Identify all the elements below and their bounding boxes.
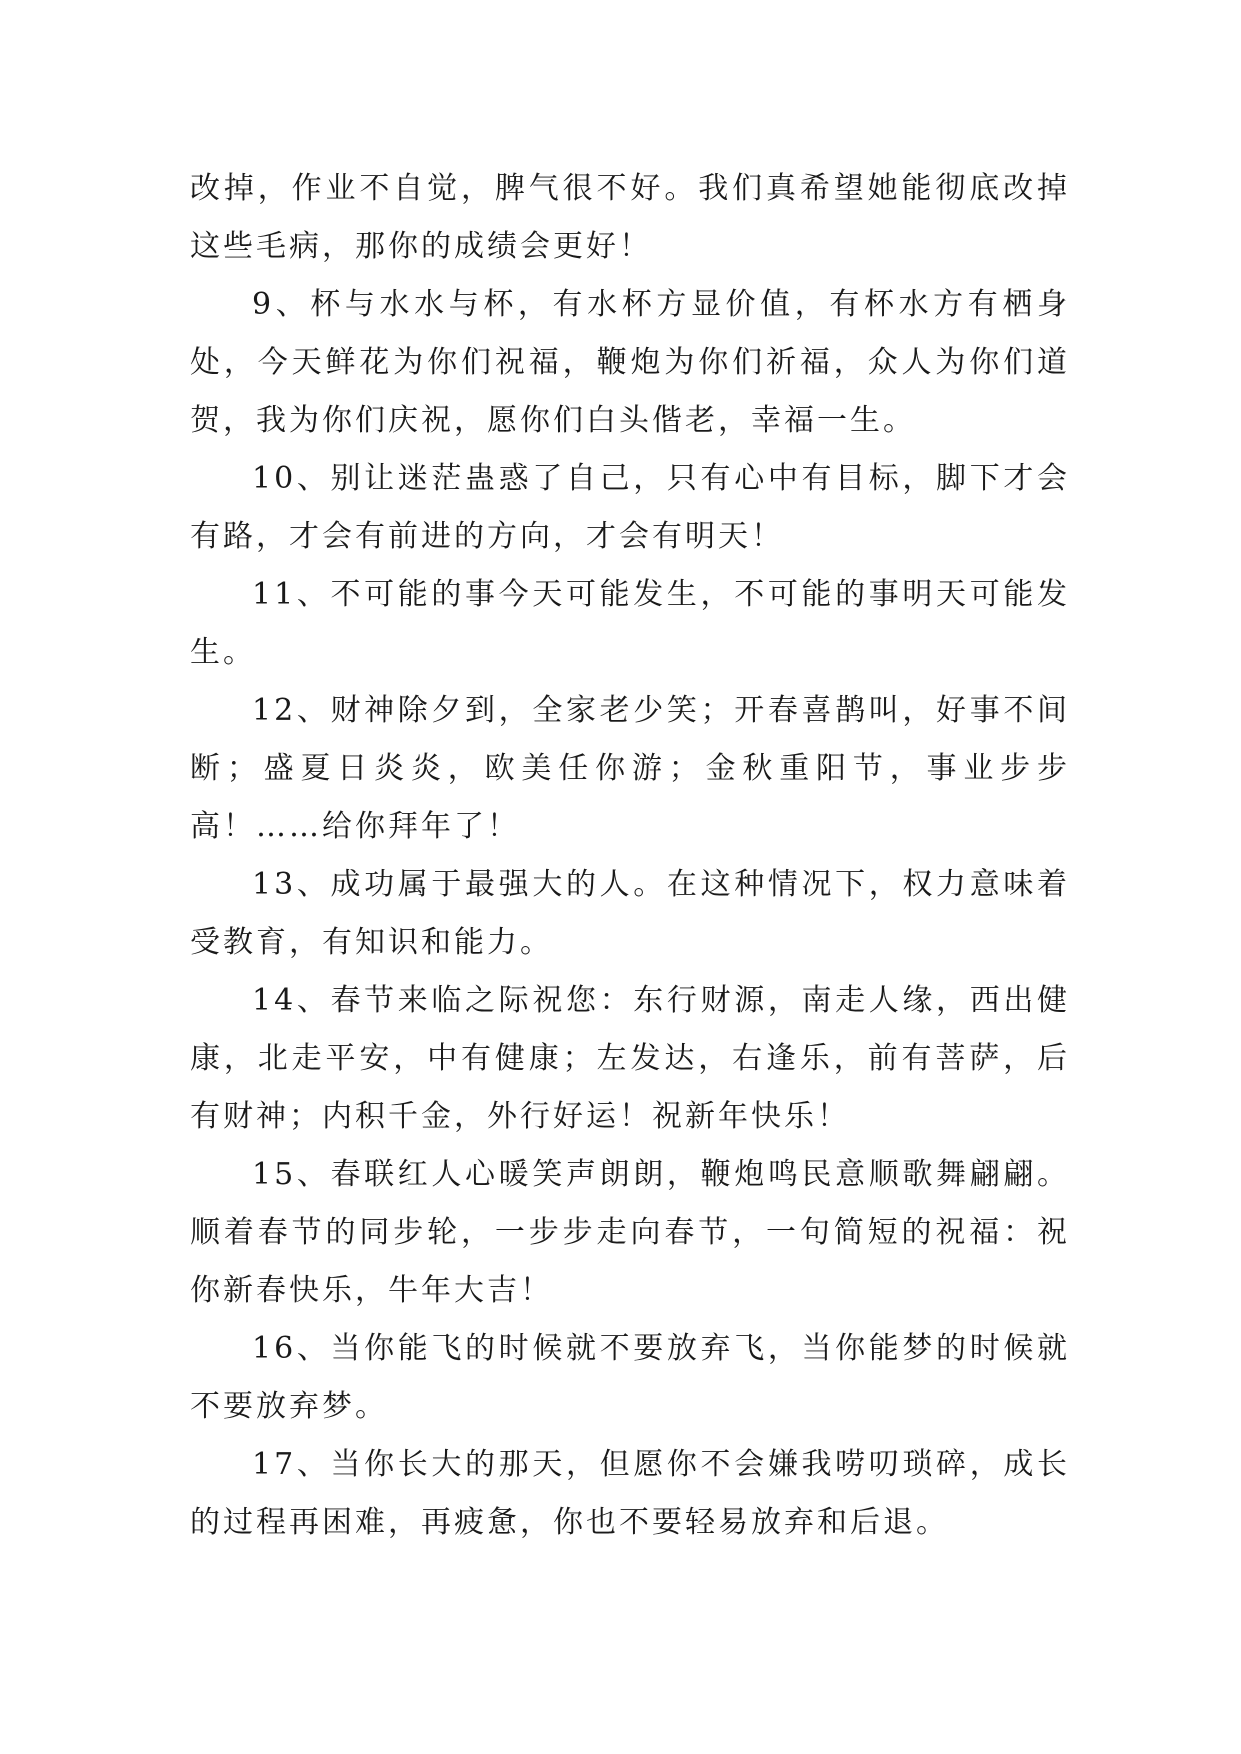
paragraph-15: 15、春联红人心暖笑声朗朗，鞭炮鸣民意顺歌舞翩翩。顺着春节的同步轮，一步步走向春节，一句简短的祝福：祝你新春快乐，牛年大吉！ <box>190 1157 1070 1308</box>
paragraph-12: 12、财神除夕到，全家老少笑；开春喜鹊叫，好事不间断；盛夏日炎炎，欧美任你游；金秋重阳节，事业步步高！……给你拜年了！ <box>190 693 1070 844</box>
paragraph-continuation: 改掉，作业不自觉，脾气很不好。我们真希望她能彻底改掉这些毛病，那你的成绩会更好！ <box>190 171 1070 264</box>
paragraph-10: 10、别让迷茫蛊惑了自己，只有心中有目标，脚下才会有路，才会有前进的方向，才会有明天！ <box>190 461 1070 554</box>
document-body <box>190 160 1070 1552</box>
paragraph-9: 9、杯与水水与杯，有水杯方显价值，有杯水方有栖身处，今天鲜花为你们祝福，鞭炮为你们祈福，众人为你们道贺，我为你们庆祝，愿你们白头偕老，幸福一生。 <box>190 287 1070 438</box>
paragraph-17: 17、当你长大的那天，但愿你不会嫌我唠叨琐碎，成长的过程再困难，再疲惫，你也不要轻易放弃和后退。 <box>190 1447 1070 1540</box>
paragraph-11: 11、不可能的事今天可能发生，不可能的事明天可能发生。 <box>190 577 1070 670</box>
paragraph-14: 14、春节来临之际祝您：东行财源，南走人缘，西出健康，北走平安，中有健康；左发达，右逢乐，前有菩萨，后有财神；内积千金，外行好运！祝新年快乐！ <box>190 983 1070 1134</box>
paragraph-16: 16、当你能飞的时候就不要放弃飞，当你能梦的时候就不要放弃梦。 <box>190 1331 1070 1424</box>
paragraph-13: 13、成功属于最强大的人。在这种情况下，权力意味着受教育，有知识和能力。 <box>190 867 1070 960</box>
